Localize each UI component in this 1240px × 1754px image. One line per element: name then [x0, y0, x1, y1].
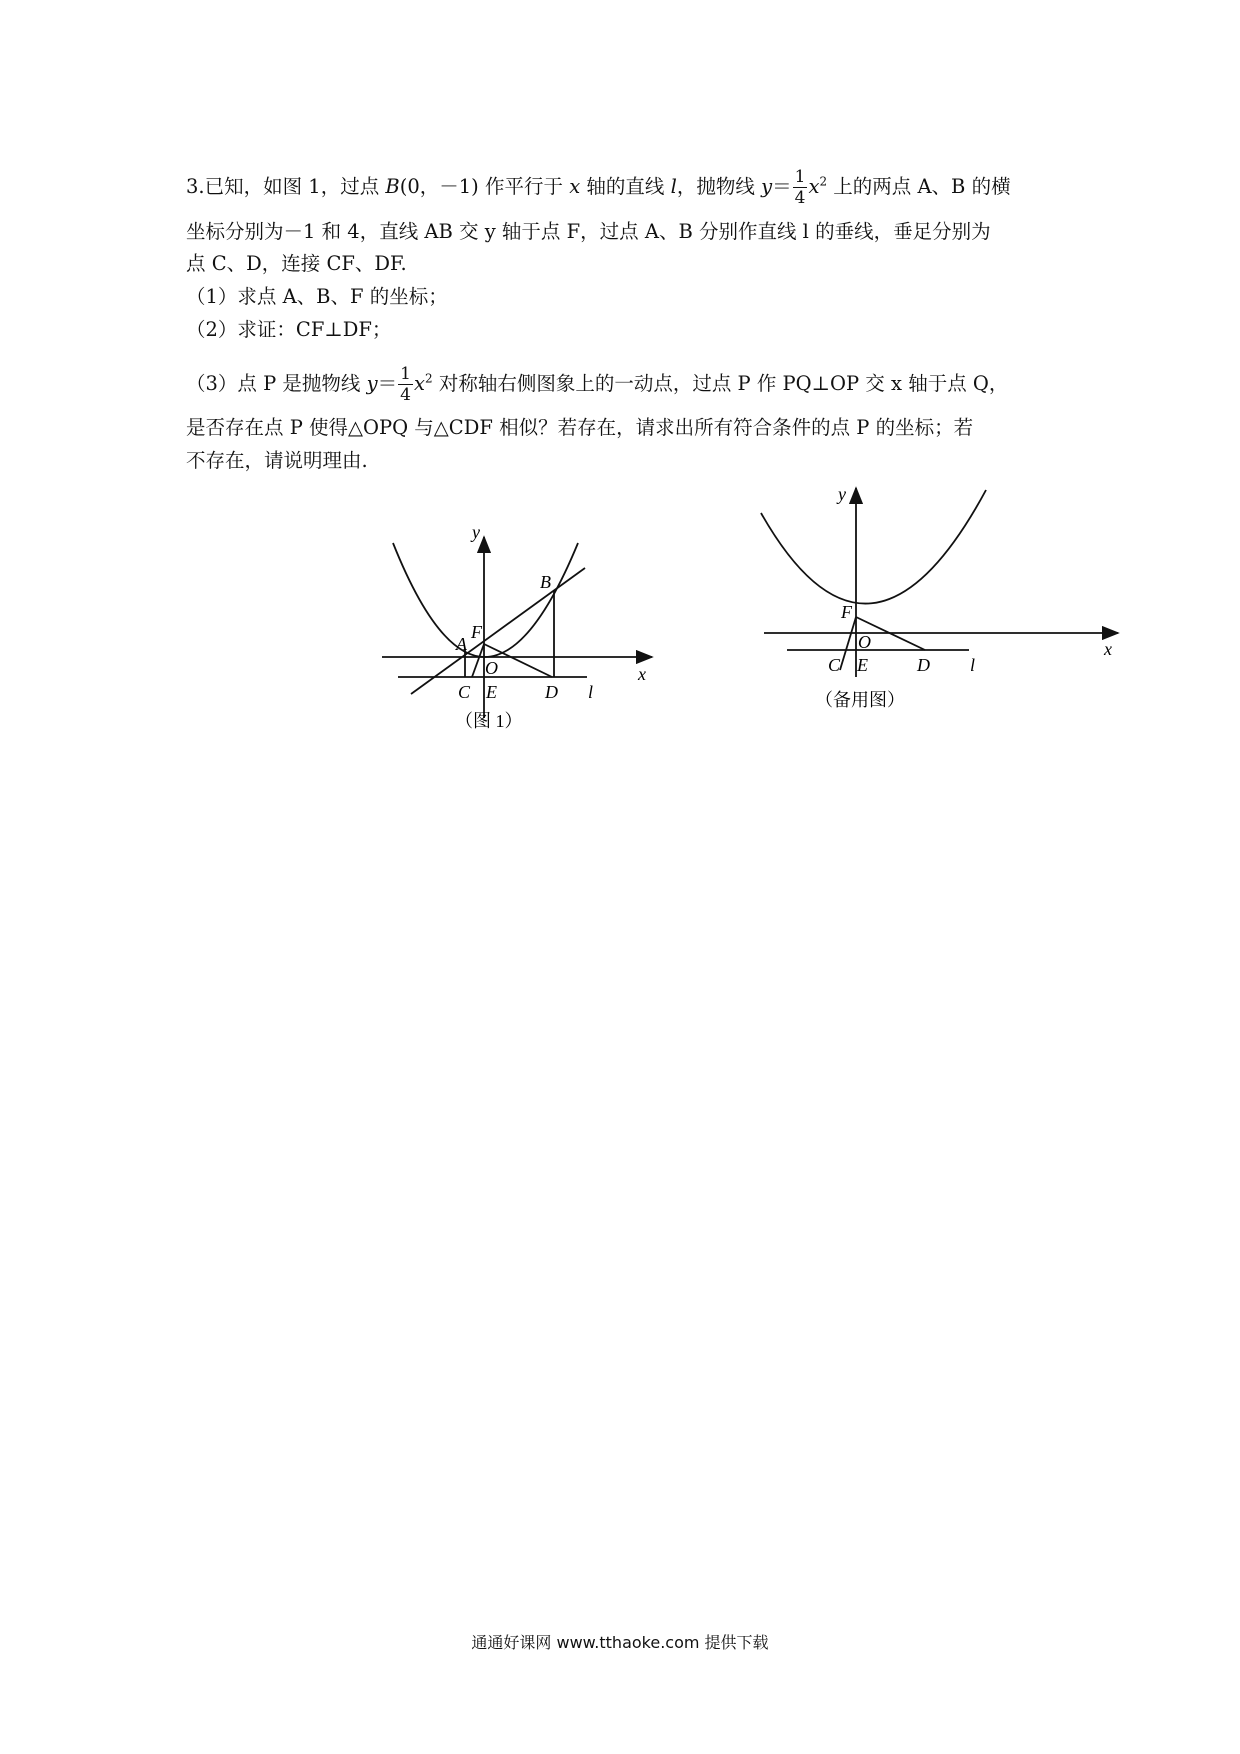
var-x: x — [569, 175, 581, 198]
fig1-label-f: F — [471, 622, 482, 642]
fig1-label-a: A — [456, 634, 467, 654]
fig1-parabola — [393, 543, 578, 657]
fraction-numerator: 1 — [794, 167, 806, 187]
fig1-label-b: B — [540, 572, 551, 592]
fig1-segment-fd — [484, 644, 552, 677]
text-segment: 上的两点 A、B 的横 — [827, 175, 1011, 198]
fig1-label-x: x — [638, 664, 646, 684]
fig2-label-o: O — [858, 632, 871, 652]
point-b-coords: (0，－1) — [399, 175, 479, 198]
fraction-one-quarter — [793, 167, 808, 208]
point-b-label: B — [385, 175, 400, 198]
page-footer: 通通好课网 www.tthaoke.com 提供下载 — [471, 1633, 769, 1652]
equals-sign: ＝ — [377, 372, 398, 395]
fig1-label-o: O — [485, 658, 498, 678]
fig2-parabola — [761, 490, 986, 604]
fraction-denominator: 4 — [400, 385, 411, 405]
fig1-label-l: l — [588, 682, 594, 702]
fraction-numerator: 1 — [400, 364, 411, 384]
exponent: 2 — [425, 371, 433, 386]
fig2-segment-cf — [840, 617, 856, 670]
var-y: y — [761, 175, 773, 198]
exponent: 2 — [819, 174, 828, 189]
problem-line-1 — [186, 167, 1011, 208]
fig1-label-c: C — [458, 682, 471, 702]
question-1: （1）求点 A、B、F 的坐标； — [186, 285, 448, 308]
fig2-label-f: F — [841, 602, 852, 622]
problem-line-3: 点 C、D，连接 CF、DF. — [186, 252, 407, 275]
fig1-label-y: y — [472, 522, 480, 542]
fig2-segment-fd — [856, 617, 925, 650]
text-segment: 3.已知，如图 1，过点 — [186, 175, 386, 198]
text-segment: （3）点 P 是抛物线 — [186, 372, 367, 395]
question-2: （2）求证：CF⊥DF； — [186, 318, 392, 341]
question-3-line-1 — [186, 364, 1008, 405]
var-y: y — [366, 372, 378, 395]
fig2-label-l: l — [970, 655, 976, 675]
problem-line-2: 坐标分别为－1 和 4，直线 AB 交 y 轴于点 F，过点 A、B 分别作直线 l 的垂线，垂足分别为 — [186, 220, 991, 243]
text-segment: 对称轴右侧图象上的一动点，过点 P 作 PQ⊥OP 交 x 轴于点 Q， — [432, 372, 1009, 395]
equals-sign: ＝ — [772, 175, 792, 198]
var-x: x — [414, 372, 425, 395]
fig2-label-x: x — [1104, 639, 1112, 659]
var-x: x — [808, 175, 820, 198]
text-segment: 作平行于 — [478, 175, 570, 198]
text-segment: 轴的直线 — [580, 175, 671, 198]
fig2-label-y: y — [838, 484, 846, 504]
question-3-line-2: 是否存在点 P 使得△OPQ 与△CDF 相似？若存在，请求出所有符合条件的点 P 的坐标；若 — [186, 416, 974, 439]
fig2-label-e: E — [857, 655, 868, 675]
fig2-label-d: D — [917, 655, 930, 675]
var-l: l — [670, 175, 677, 198]
fraction-one-quarter — [398, 364, 413, 405]
fraction-denominator: 4 — [794, 188, 806, 208]
text-segment: ，抛物线 — [676, 175, 762, 198]
fig1-label-d: D — [545, 682, 558, 702]
fig1-caption: （图 1） — [455, 711, 523, 731]
fig2-label-c: C — [828, 655, 841, 675]
fig1-line-ab — [411, 568, 585, 694]
fig1-segment-cf — [472, 644, 484, 677]
fig2-caption: （备用图） — [815, 690, 905, 710]
fig1-label-e: E — [486, 682, 497, 702]
question-3-line-3: 不存在，请说明理由. — [186, 449, 368, 472]
